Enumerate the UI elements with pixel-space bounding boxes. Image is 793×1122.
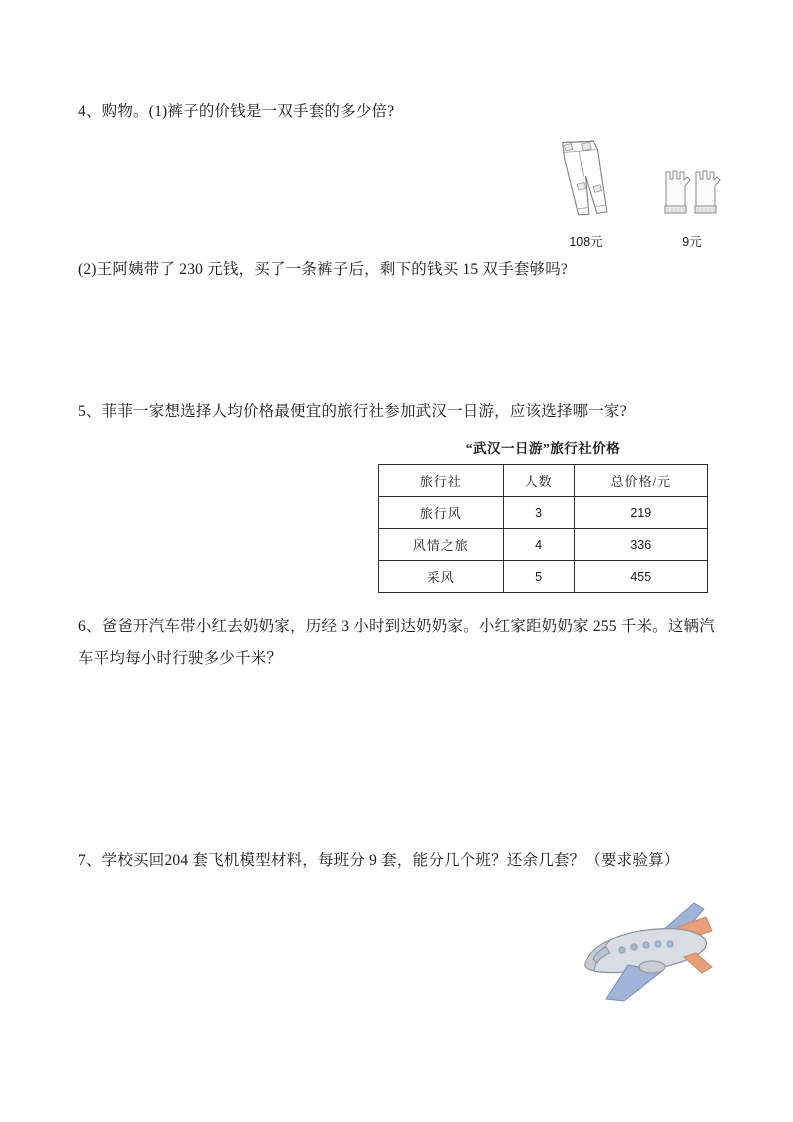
- airplane-figure: [566, 887, 726, 1012]
- gloves-figure: [656, 166, 728, 250]
- cell-agency-2: 风情之旅: [379, 529, 504, 561]
- cell-people-3: 5: [503, 561, 574, 593]
- cell-agency-1: 旅行风: [379, 497, 504, 529]
- pants-icon: [546, 130, 626, 226]
- price-table-title: “武汉一日游”旅行社价格: [465, 441, 621, 457]
- question-7-figures: [78, 877, 718, 1007]
- cell-price-1: 219: [574, 497, 707, 529]
- cell-people-2: 4: [503, 529, 574, 561]
- question-4-figures: [78, 134, 718, 254]
- pants-figure: [546, 130, 626, 250]
- gloves-icon: [656, 166, 728, 226]
- cell-price-2: 336: [574, 529, 707, 561]
- question-4-sub-text: (2)王阿姨带了 230 元钱，买了一条裤子后，剩下的钱买 15 双手套够吗?: [78, 260, 569, 278]
- question-7-text: 7、学校买回204 套飞机模型材料，每班分 9 套，能分几个班？还余几套？（要求验算）: [78, 851, 680, 869]
- table-header-row: [379, 465, 708, 497]
- price-table: [378, 464, 708, 593]
- gloves-price-label: 9元: [682, 234, 702, 249]
- table-header-total-price: 总价格/元: [574, 465, 707, 497]
- cell-agency-3: 采风: [379, 561, 504, 593]
- price-table-wrap: [78, 437, 718, 593]
- question-6-text: 6、爸爸开汽车带小红去奶奶家，历经 3 小时到达奶奶家。小红家距奶奶家 255 千米。这辆汽车平均每小时行驶多少千米？: [78, 618, 715, 668]
- table-header-agency: 旅行社: [379, 465, 504, 497]
- table-row: [379, 561, 708, 593]
- answer-space-6: [78, 675, 718, 785]
- gap-after-table: [78, 593, 718, 611]
- question-4-text: 4、购物。(1)裤子的价钱是一双手套的多少倍?: [78, 103, 395, 120]
- table-row: [379, 529, 708, 561]
- cell-price-3: 455: [574, 561, 707, 593]
- question-5-text: 5、菲菲一家想选择人均价格最便宜的旅行社参加武汉一日游，应该选择哪一家?: [78, 402, 627, 420]
- answer-space-6b: [78, 785, 718, 845]
- airplane-icon: [566, 887, 726, 1007]
- table-row: [379, 497, 708, 529]
- answer-space-4: [78, 286, 718, 396]
- table-header-people: 人数: [503, 465, 574, 497]
- worksheet-content: [78, 96, 718, 1007]
- pants-price-label: 108元: [569, 234, 603, 249]
- cell-people-1: 3: [503, 497, 574, 529]
